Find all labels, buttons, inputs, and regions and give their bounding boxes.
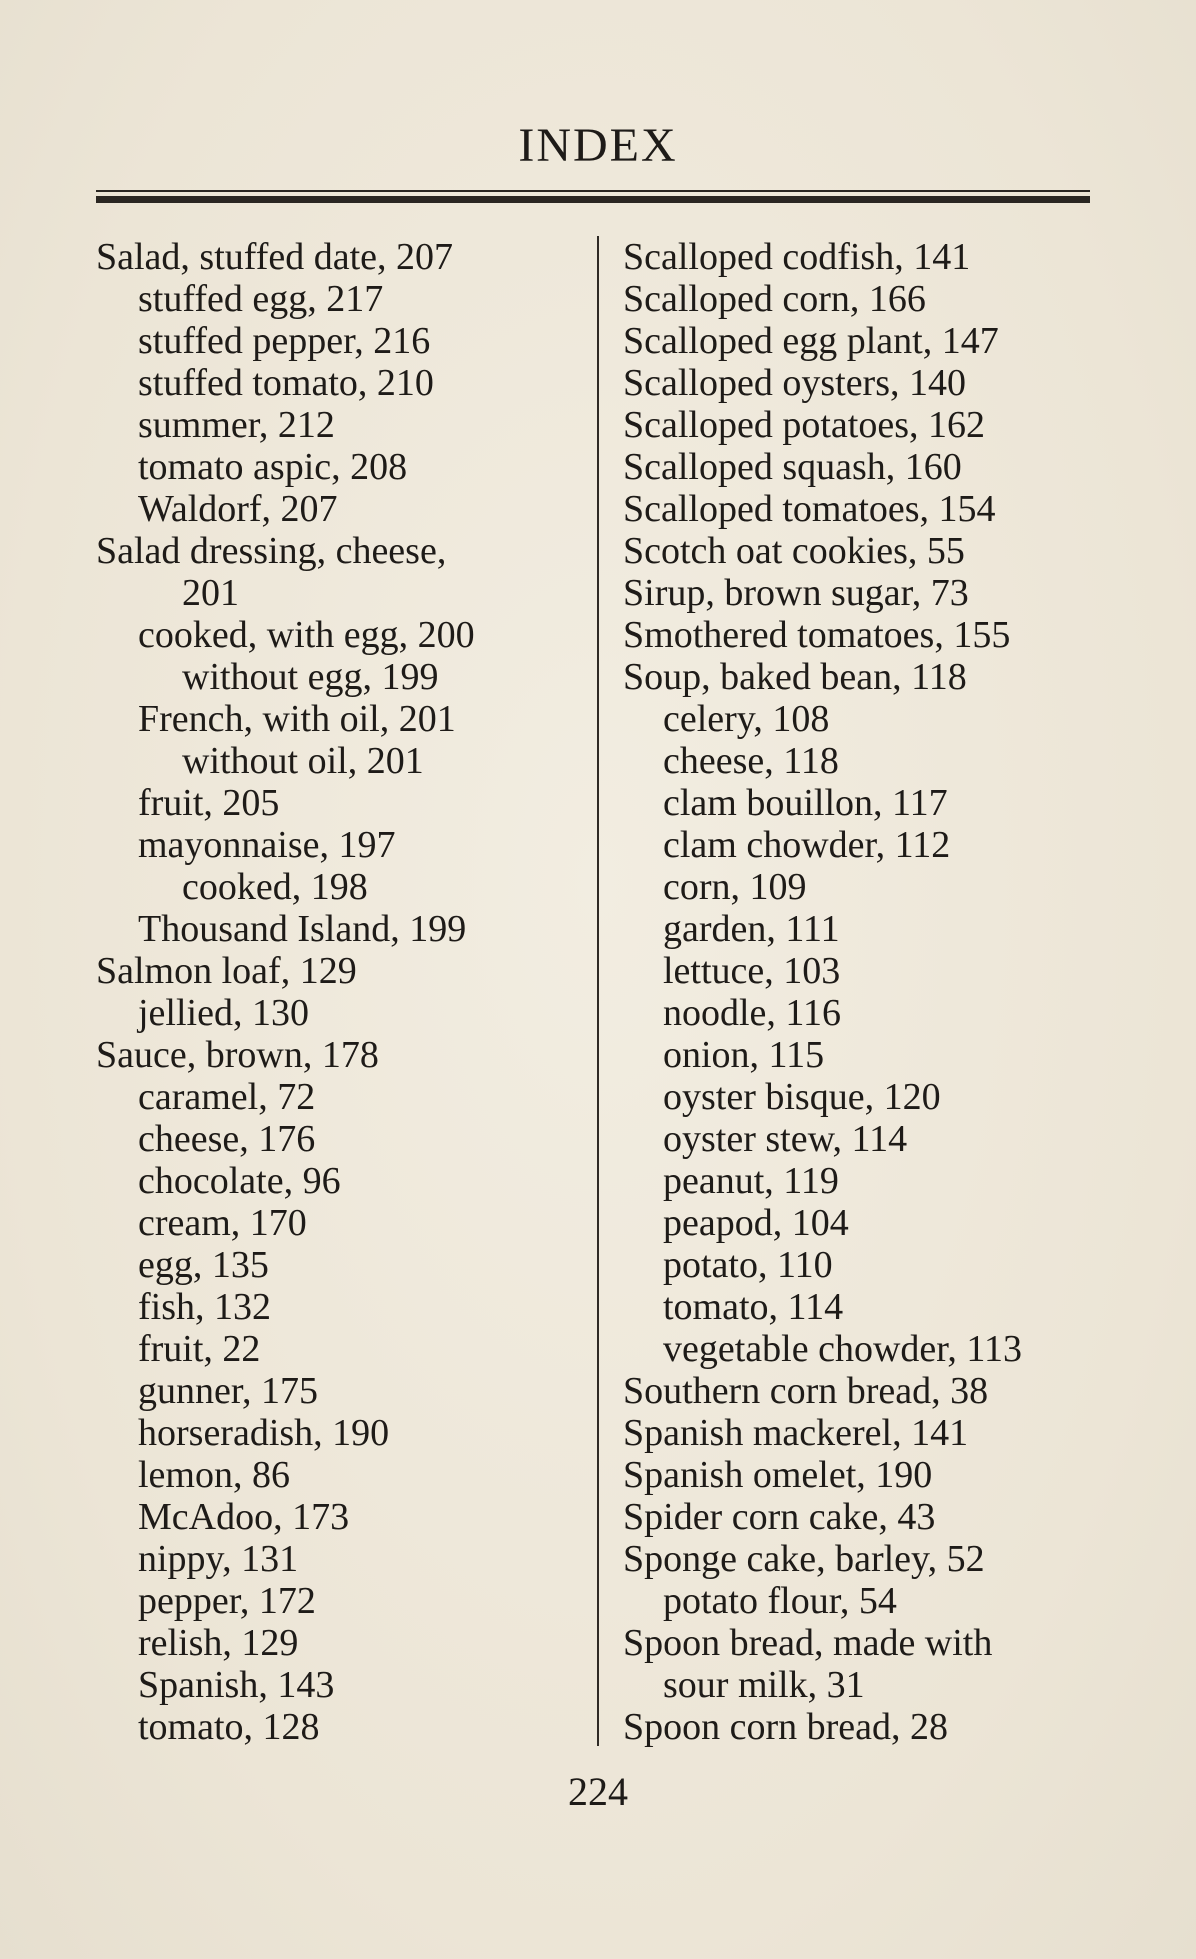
index-entry: Salmon loaf, 129: [96, 950, 357, 992]
index-subsubentry: without oil, 201: [182, 740, 424, 782]
index-subentry: oyster stew, 114: [663, 1118, 908, 1160]
entry-word: Salad dressing, cheese,: [96, 530, 447, 572]
index-subentry: Spanish, 143: [138, 1664, 335, 1706]
index-subentry: potato, 110: [663, 1244, 833, 1286]
index-entry: Scalloped squash, 160: [623, 446, 962, 488]
index-subentry: Waldorf, 207: [138, 488, 338, 530]
index-entry-continuation: 201: [182, 572, 239, 614]
index-subentry: chocolate, 96: [138, 1160, 341, 1202]
index-subentry: McAdoo, 173: [138, 1496, 350, 1538]
index-subentry: clam chowder, 112: [663, 824, 951, 866]
index-subentry: oyster bisque, 120: [663, 1076, 941, 1118]
index-subentry: corn, 109: [663, 866, 807, 908]
index-entry: Scalloped oysters, 140: [623, 362, 967, 404]
index-subentry: Thousand Island, 199: [138, 908, 467, 950]
index-subentry: cheese, 118: [663, 740, 839, 782]
index-subentry: fish, 132: [138, 1286, 271, 1328]
index-subentry: summer, 212: [138, 404, 335, 446]
index-subentry: fruit, 205: [138, 782, 280, 824]
index-subentry: stuffed egg, 217: [138, 278, 384, 320]
index-entry: Scalloped codfish, 141: [623, 236, 971, 278]
index-subentry: onion, 115: [663, 1034, 825, 1076]
index-entry: Sauce, brown, 178: [96, 1034, 379, 1076]
index-subentry: clam bouillon, 117: [663, 782, 948, 824]
index-subentry: French, with oil, 201: [138, 698, 456, 740]
index-column-left: [96, 236, 576, 1748]
index-entry: Southern corn bread, 38: [623, 1370, 989, 1412]
index-subentry: vegetable chowder, 113: [663, 1328, 1022, 1370]
index-subentry: stuffed tomato, 210: [138, 362, 434, 404]
index-subentry: cooked, with egg, 200: [138, 614, 475, 656]
index-subentry: nippy, 131: [138, 1538, 299, 1580]
index-subentry: peapod, 104: [663, 1202, 849, 1244]
index-entry: Sponge cake, barley, 52: [623, 1538, 985, 1580]
index-entry: Scalloped egg plant, 147: [623, 320, 999, 362]
index-entry-continuation: sour milk, 31: [663, 1664, 865, 1706]
index-entry: Scalloped potatoes, 162: [623, 404, 985, 446]
index-subentry: noodle, 116: [663, 992, 842, 1034]
index-subentry: tomato, 128: [138, 1706, 320, 1748]
index-subentry: peanut, 119: [663, 1160, 839, 1202]
index-entry: Spanish mackerel, 141: [623, 1412, 969, 1454]
index-entry: Salad, stuffed date, 207: [96, 236, 454, 278]
index-subentry: garden, 111: [663, 908, 840, 950]
index-subentry: egg, 135: [138, 1244, 269, 1286]
heading-rule: [96, 190, 1090, 204]
index-subentry: pepper, 172: [138, 1580, 316, 1622]
index-entry: Spanish omelet, 190: [623, 1454, 933, 1496]
index-subentry: jellied, 130: [138, 992, 309, 1034]
index-subentry: tomato, 114: [663, 1286, 844, 1328]
index-entry: Scalloped tomatoes, 154: [623, 488, 996, 530]
index-subentry: lemon, 86: [138, 1454, 290, 1496]
index-subentry: celery, 108: [663, 698, 830, 740]
index-entry: Spoon bread, made with: [623, 1622, 993, 1664]
index-subentry: relish, 129: [138, 1622, 299, 1664]
index-entry: Sirup, brown sugar, 73: [623, 572, 969, 614]
column-divider: [597, 236, 599, 1746]
index-subentry: stuffed pepper, 216: [138, 320, 431, 362]
index-entry: Scalloped corn, 166: [623, 278, 926, 320]
index-entry: Spoon corn bread, 28: [623, 1706, 949, 1748]
index-subentry: gunner, 175: [138, 1370, 318, 1412]
index-subentry: mayonnaise, 197: [138, 824, 396, 866]
index-subentry: horseradish, 190: [138, 1412, 390, 1454]
rule-thick-line: [96, 196, 1090, 203]
index-subsubentry: cooked, 198: [182, 866, 368, 908]
index-entry: Scotch oat cookies, 55: [623, 530, 965, 572]
index-subentry: caramel, 72: [138, 1076, 316, 1118]
index-column-right: [623, 236, 1095, 1748]
index-entry: Spider corn cake, 43: [623, 1496, 936, 1538]
index-entry: Smothered tomatoes, 155: [623, 614, 1011, 656]
index-subentry: cream, 170: [138, 1202, 307, 1244]
index-subentry: lettuce, 103: [663, 950, 841, 992]
index-heading: INDEX: [518, 119, 678, 172]
index-entry: Soup, baked bean, 118: [623, 656, 967, 698]
rule-thin-line: [96, 190, 1090, 192]
index-subsubentry: without egg, 199: [182, 656, 439, 698]
index-subentry: fruit, 22: [138, 1328, 261, 1370]
index-subentry: cheese, 176: [138, 1118, 316, 1160]
index-entry: [96, 530, 576, 572]
index-subentry: potato flour, 54: [663, 1580, 897, 1622]
page-number: 224: [568, 1769, 628, 1814]
index-subentry: tomato aspic, 208: [138, 446, 408, 488]
